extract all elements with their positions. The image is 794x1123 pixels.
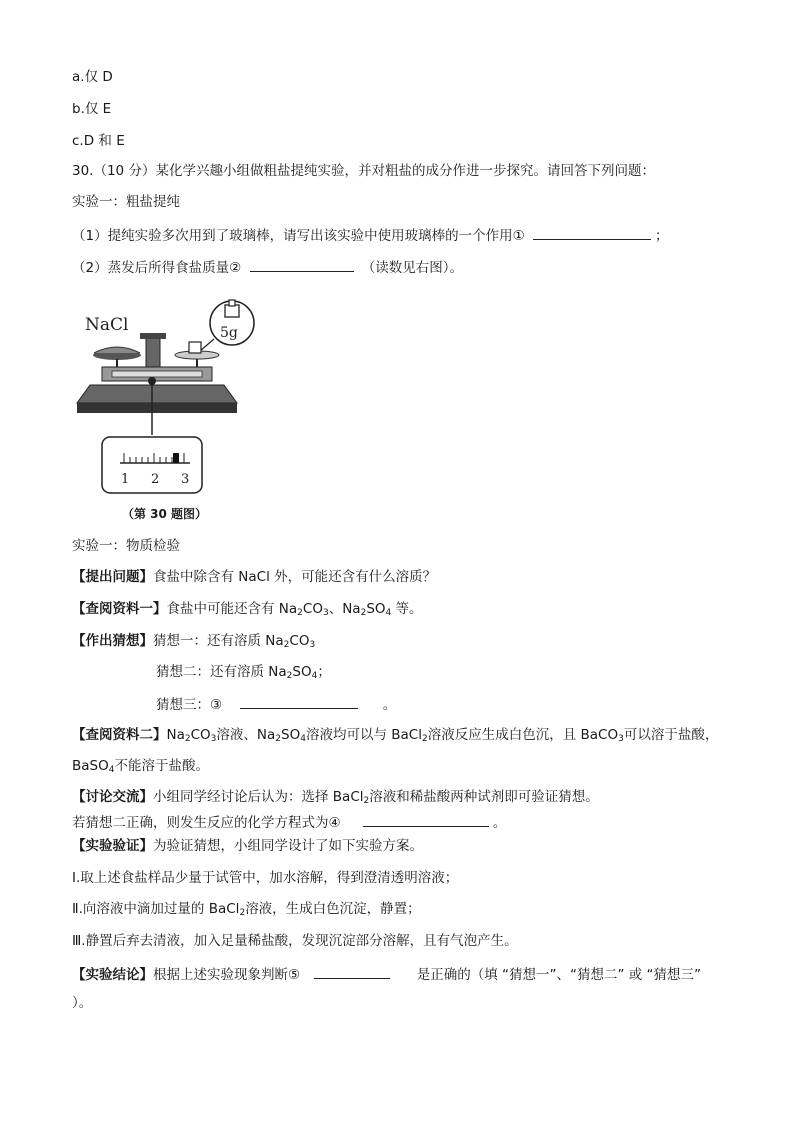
discuss-line: 【讨论交流】小组同学经讨论后认为：选择 BaCl$_2$溶液和稀盐酸两种试剂即可验证猜想。 (72, 789, 599, 806)
info2-line-2: BaSO$_4$不能溶于盐酸。 (72, 758, 209, 775)
question-line: 【提出问题】食盐中除含有 NaCl 外，可能还含有什么溶质？ (72, 569, 437, 585)
nacl-label: NaCl (85, 315, 129, 335)
weight-icon (225, 305, 239, 317)
q1-text: （1）提纯实验多次用到了玻璃棒，请写出该实验中使用玻璃棒的一个作用① (72, 228, 525, 244)
q2-text: （2）蒸发后所得食盐质量② (72, 260, 242, 276)
answer-blank-5[interactable] (314, 964, 390, 979)
q30-intro: 30.（10 分）某化学兴趣小组做粗盐提纯实验，并对粗盐的成分作进一步探究。请回答下列问题： (72, 163, 655, 179)
guess3-line: 猜想三：③ 。 (156, 694, 396, 714)
weight-label: 5g (220, 325, 238, 341)
option-b: b.仅 E (72, 101, 112, 117)
step-3: Ⅲ.静置后弃去清液，加入足量稀盐酸，发现沉淀部分溶解，且有气泡产生。 (72, 933, 518, 949)
answer-blank-1[interactable] (533, 225, 651, 240)
info1-line: 【查阅资料一】食盐中可能还含有 $Na_2CO_3$、$Na_2SO_4$ 等。 (72, 601, 423, 618)
exp1-title: 实验一：粗盐提纯 (72, 194, 180, 210)
verify-line: 【实验验证】为验证猜想，小组同学设计了如下实验方案。 (72, 838, 423, 854)
guess2-line: 猜想二：还有溶质 $Na_2SO_4$； (156, 664, 331, 681)
conclusion-line-2: ）。 (72, 995, 93, 1011)
q2-end: （读数见右图）。 (361, 260, 464, 276)
guess1-line: 【作出猜想】猜想一：还有溶质 $Na_2CO_3$ (72, 633, 316, 650)
step-1: Ⅰ.取上述食盐样品少量于试管中，加水溶解，得到澄清透明溶液； (72, 870, 459, 886)
figure-caption: （第 30 题图） (122, 507, 208, 521)
exp2-title: 实验一：物质检验 (72, 538, 180, 554)
tick-label-3: 3 (181, 472, 190, 487)
answer-blank-3[interactable] (240, 694, 358, 709)
info2-line-1: 【查阅资料二】$Na_2CO_3$溶液、$Na_2SO_4$溶液均可以与 BaCl$_2$溶液反应生成白色沉，且 BaCO$_3$可以溶于盐酸， (72, 727, 719, 744)
tick-label-1: 1 (121, 472, 130, 487)
conclusion-line: 【实验结论】根据上述实验现象判断⑤ 是正确的（填 “猜想一”、“猜想二” 或 “猜想三” (72, 964, 701, 984)
q2-line (72, 257, 463, 277)
tick-label-2: 2 (151, 472, 160, 487)
q1-end: ； (655, 228, 669, 244)
rider-marker (173, 453, 179, 463)
answer-blank-4[interactable] (363, 812, 489, 827)
balance-scale-figure (72, 295, 262, 525)
option-a: a.仅 D (72, 69, 113, 85)
step-2: Ⅱ.向溶液中滴加过量的 BaCl$_2$溶液，生成白色沉淀，静置； (72, 901, 421, 918)
answer-blank-2[interactable] (250, 257, 354, 272)
option-c: c.D 和 E (72, 133, 125, 149)
equation-line: 若猜想二正确，则发生反应的化学方程式为④ 。 (72, 812, 506, 832)
q1-line (72, 225, 669, 245)
